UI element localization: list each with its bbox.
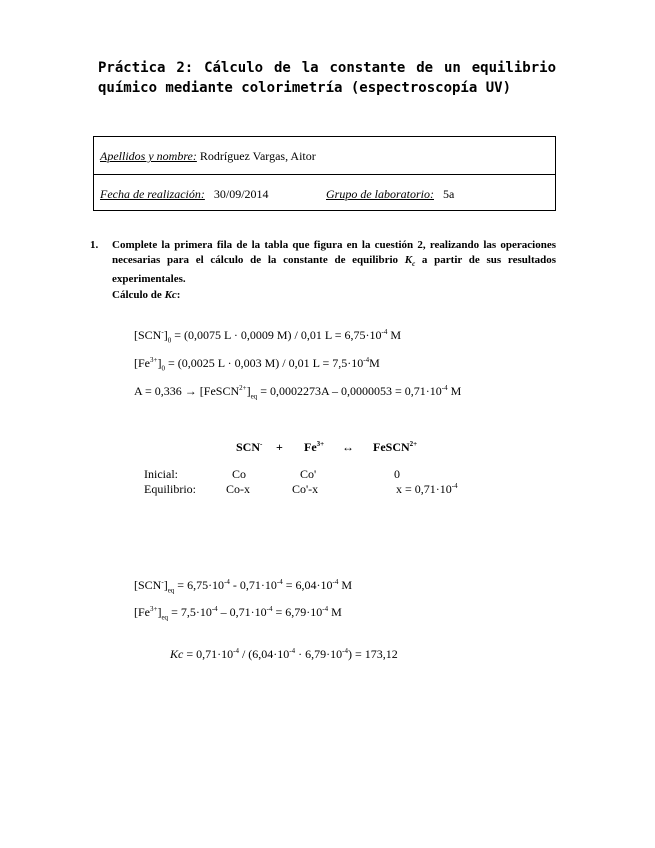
row-equilibrium-label: Equilibrio:: [144, 482, 196, 496]
equation-fe-initial: [134, 356, 380, 372]
eq2-c-sup: -4: [363, 356, 370, 364]
eq4-b: ]: [163, 578, 168, 592]
row-initial-scn: Co: [232, 467, 247, 481]
reaction-product: [373, 440, 417, 455]
row-equilibrium-fe: Co'-x: [292, 482, 319, 496]
group-value: 5a: [443, 187, 455, 201]
eq5-f: M: [328, 605, 342, 619]
eq6-d: ) = 173,12: [347, 647, 398, 661]
eq1-d: M: [387, 328, 401, 342]
eq2-a: [Fe: [134, 356, 150, 370]
equation-scn-initial: [134, 328, 401, 344]
eq6-c: · 6,79·10: [295, 647, 343, 661]
reactant-scn-charge: -: [260, 440, 263, 448]
kc-symbol: [404, 254, 416, 269]
k-subscript: c: [412, 260, 416, 269]
eq6-a-sup: -4: [233, 647, 239, 655]
eq2-b: ]: [157, 356, 162, 370]
eq5-e-sup: -4: [322, 605, 329, 613]
row-equilibrium-x: x = 0,71·10: [396, 482, 452, 496]
eq5-b: ]: [157, 605, 162, 619]
equation-scn-equilibrium: [134, 578, 352, 594]
row-initial-fe: Co': [300, 467, 317, 481]
eq5-c: = 7,5·10: [168, 605, 212, 619]
eq2-a-sup: 3+: [150, 356, 158, 364]
group-field: [326, 187, 454, 202]
eq4-a-sup: -: [161, 578, 164, 586]
eq6-c-sup: -4: [342, 647, 348, 655]
eq3-c: = 0,0002273A – 0,0000053 = 0,71·10: [257, 384, 442, 398]
calc-heading: [112, 289, 180, 301]
reactant-fe: Fe: [304, 440, 317, 454]
eq2-b-sub: 0: [161, 364, 165, 373]
calc-heading-kc: Kc: [164, 289, 177, 301]
eq1-b: ]: [163, 328, 168, 342]
reactant-fe-charge: 3+: [316, 440, 325, 448]
equation-kc-result: [170, 647, 398, 662]
eq5-d: – 0,71·10: [217, 605, 267, 619]
eq4-d-sup: -4: [276, 578, 283, 586]
info-divider: [94, 174, 555, 175]
eq5-c-sup: -4: [211, 605, 218, 613]
row-equilibrium-product: [396, 482, 458, 497]
reaction-plus: +: [276, 440, 283, 454]
eq5-b-sub: eq: [161, 613, 169, 622]
eq4-c-sup: -4: [224, 578, 230, 586]
question-text-a: Complete la primera fila de la tabla que figura en la cuestión 2, realizando las operaciones necesarias para el cálculo de la constante de equilibrio: [112, 239, 556, 266]
name-label: Apellidos y nombre:: [100, 149, 197, 163]
group-label: Grupo de laboratorio:: [326, 187, 434, 201]
eq6-a: = 0,71·10: [183, 647, 234, 661]
eq2-d: M: [369, 356, 380, 370]
date-group-row: [100, 187, 549, 202]
row-equilibrium-scn: Co-x: [226, 482, 250, 496]
eq5-d-sup: -4: [266, 605, 273, 613]
eq1-b-sub: 0: [167, 336, 172, 345]
question-1: [90, 238, 556, 287]
eq3-c-sup: -4: [441, 384, 448, 392]
document-title: Práctica 2: Cálculo de la constante de un equilibrio químico mediante colorimetría (espectroscopía UV): [98, 60, 556, 96]
eq4-e-sup: -4: [332, 578, 339, 586]
eq3-a-sup: 2+: [239, 384, 247, 392]
row-initial-label: Inicial:: [144, 467, 178, 481]
eq6-b: / (6,04·10: [238, 647, 290, 661]
eq4-e: = 6,04·10: [282, 578, 333, 592]
eq1-c: = (0,0075 L · 0,0009 M) / 0,01 L = 6,75·10: [171, 328, 382, 342]
product-fescn: FeSCN: [373, 440, 410, 454]
eq3-d: M: [447, 384, 462, 398]
product-charge: 2+: [409, 440, 418, 448]
eq4-b-sub: eq: [167, 586, 175, 595]
eq4-f: M: [338, 578, 353, 592]
row-equilibrium-x-exp: -4: [451, 482, 458, 490]
eq4-a: [SCN: [134, 578, 162, 592]
eq4-d: - 0,71·10: [229, 578, 277, 592]
eq4-c: = 6,75·10: [174, 578, 225, 592]
eq5-a-sup: 3+: [150, 605, 158, 613]
equation-absorbance: [134, 384, 461, 400]
reaction-reactant-scn: [236, 440, 262, 455]
date-label: Fecha de realización:: [100, 187, 205, 201]
date-value: 30/09/2014: [213, 187, 269, 201]
question-text: [112, 238, 556, 287]
equilibrium-arrow: ↔: [342, 440, 354, 454]
eq1-c-sup: -4: [381, 328, 388, 336]
eq3-b-sub: eq: [250, 392, 258, 401]
reaction-reactant-fe: [304, 440, 324, 455]
calc-heading-suffix: :: [176, 289, 181, 301]
question-text-b: a partir de sus resultados experimentales.: [112, 254, 556, 286]
name-row: [100, 149, 549, 164]
eq5-e: = 6,79·10: [272, 605, 323, 619]
reactant-scn: SCN: [236, 440, 261, 454]
student-info-box: [93, 136, 556, 211]
eq5-a: [Fe: [134, 605, 150, 619]
eq6-b-sup: -4: [289, 647, 296, 655]
calc-heading-prefix: Cálculo de: [112, 289, 165, 301]
row-initial-product: 0: [394, 467, 400, 481]
eq6-kc: Kc: [170, 647, 184, 661]
equation-fe-equilibrium: [134, 605, 342, 621]
question-number: 1.: [90, 239, 99, 251]
eq1-a-sup: -: [161, 328, 164, 336]
k-letter: K: [404, 254, 413, 266]
eq1-a: [SCN: [134, 328, 162, 342]
eq2-c: = (0,0025 L · 0,003 M) / 0,01 L = 7,5·10: [164, 356, 364, 370]
eq3-a: A = 0,336 → [FeSCN: [134, 384, 240, 398]
eq3-b: ]: [246, 384, 251, 398]
name-value: Rodríguez Vargas, Aitor: [196, 149, 316, 163]
